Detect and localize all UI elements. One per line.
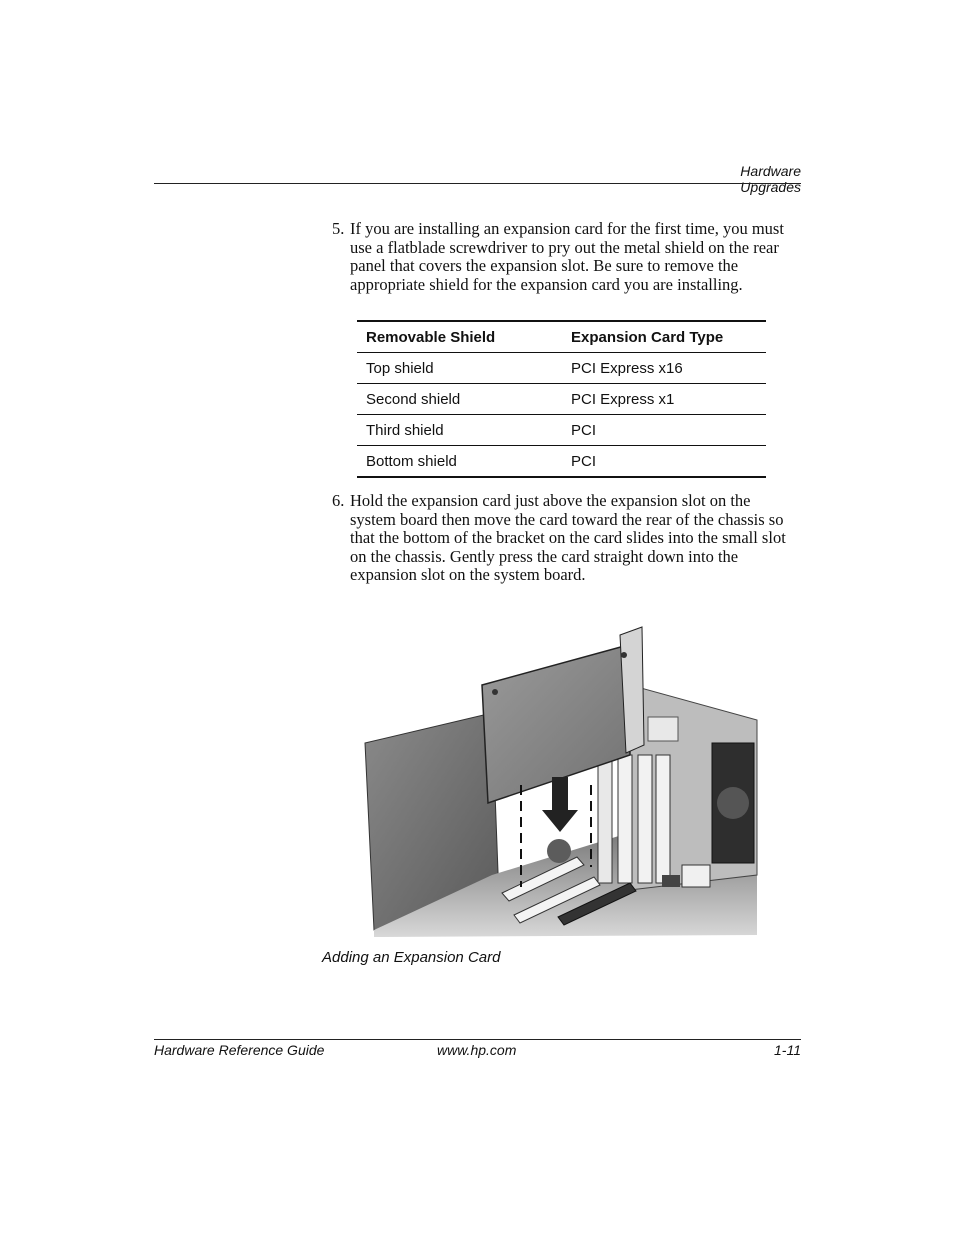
fan-hub bbox=[717, 787, 749, 819]
table-cell: PCI Express x16 bbox=[562, 353, 766, 384]
step-text: If you are installing an expansion card for the first time, you must use a flatblade screwdriver to pry out the metal shield on the rear panel that covers the expansion slot. Be sure to remove the appropriate shield for the expansion card you are installing. bbox=[350, 219, 784, 294]
table-row bbox=[357, 446, 766, 478]
step-5 bbox=[332, 220, 802, 300]
running-header: Hardware Upgrades bbox=[740, 163, 801, 195]
rear-wall-cutout bbox=[648, 717, 678, 741]
card-screw bbox=[492, 689, 498, 695]
slot-bracket bbox=[618, 755, 632, 883]
table-cell: Bottom shield bbox=[357, 446, 562, 478]
table-row bbox=[357, 415, 766, 446]
table-header-row bbox=[357, 321, 766, 353]
board-component bbox=[547, 839, 571, 863]
step-number: 6. bbox=[332, 491, 345, 510]
card-screw bbox=[621, 652, 627, 658]
table-cell: PCI bbox=[562, 415, 766, 446]
step-number: 5. bbox=[332, 219, 345, 238]
slot-bracket bbox=[656, 755, 670, 883]
table-cell: Second shield bbox=[357, 384, 562, 415]
slot-bracket bbox=[598, 761, 612, 883]
column-header-removable-shield: Removable Shield bbox=[357, 321, 562, 353]
footer-page-number: 1-11 bbox=[774, 1042, 801, 1058]
table-row bbox=[357, 353, 766, 384]
expansion-card-illustration bbox=[362, 625, 760, 937]
down-arrow-icon bbox=[542, 777, 578, 832]
footer-rule bbox=[154, 1039, 801, 1040]
step-text: Hold the expansion card just above the expansion slot on the system board then move the card toward the rear of the chassis so that the bottom of the bracket on the card slides into the small slot on the chassis. Gently press the card straight down into the expansion slot on the system board. bbox=[350, 491, 786, 584]
table-cell: PCI bbox=[562, 446, 766, 478]
header-rule bbox=[154, 183, 801, 184]
table-cell: Third shield bbox=[357, 415, 562, 446]
figure-caption: Adding an Expansion Card bbox=[322, 949, 501, 966]
slot-bracket bbox=[638, 755, 652, 883]
shield-table bbox=[357, 320, 766, 478]
board-component bbox=[682, 865, 710, 887]
table-cell: PCI Express x1 bbox=[562, 384, 766, 415]
board-component bbox=[662, 875, 680, 887]
table-cell: Top shield bbox=[357, 353, 562, 384]
table-row bbox=[357, 384, 766, 415]
footer-website: www.hp.com bbox=[437, 1042, 517, 1058]
column-header-expansion-card-type: Expansion Card Type bbox=[562, 321, 766, 353]
step-6 bbox=[332, 492, 802, 587]
footer-guide-title: Hardware Reference Guide bbox=[154, 1042, 325, 1058]
